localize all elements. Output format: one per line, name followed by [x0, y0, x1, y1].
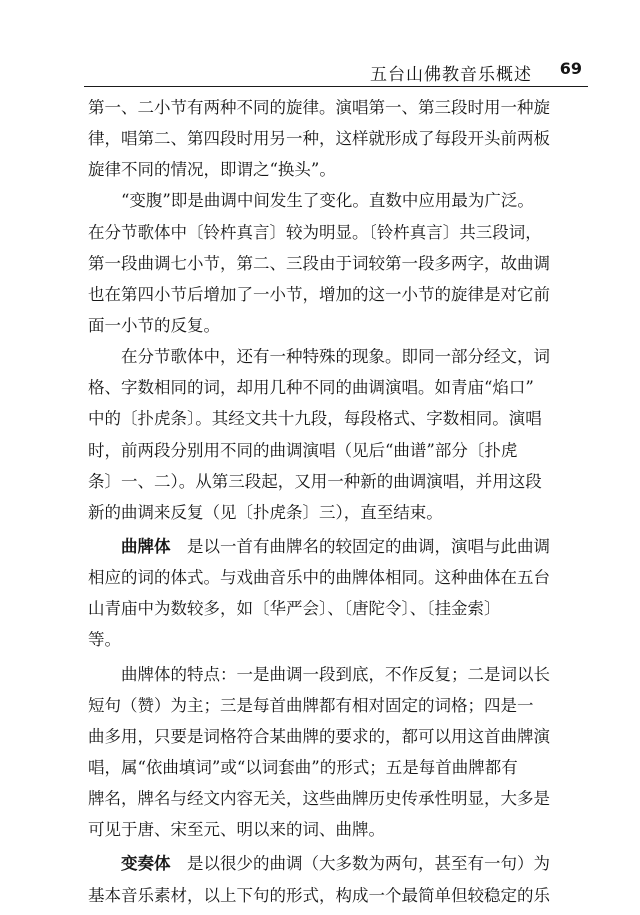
line-text: 是以很少的曲调（大多数为两句，甚至有一句）为	[170, 854, 550, 874]
line-text: 相应的词的体式。与戏曲音乐中的曲牌体相同。这种曲体在五台	[88, 568, 550, 588]
text-line	[88, 154, 588, 185]
header-rule	[84, 86, 588, 87]
text-line	[88, 752, 588, 783]
line-text: 中的〔扑虎条〕。其经文共十九段，每段格式、字数相同。演唱	[88, 409, 542, 429]
text-line	[88, 783, 588, 814]
text-line	[88, 248, 588, 279]
line-text: “变腹”即是曲调中间发生了变化。直数中应用最为广泛。	[121, 191, 534, 211]
line-text: 格、字数相同的词，却用几种不同的曲调演唱。如青庙“焰口”	[88, 378, 534, 398]
text-line	[88, 279, 588, 310]
line-text: 第一段曲调七小节，第二、三段由于词较第一段多两字，故曲调	[88, 253, 550, 273]
line-text: 基本音乐素材，以上下句的形式，构成一个最简单但较稳定的乐	[88, 885, 550, 905]
line-text: 条〕一、二）。从第三段起，又用一种新的曲调演唱，并用这段	[88, 471, 542, 491]
line-text: 曲牌体的特点：一是曲调一段到底，不作反复；二是词以长	[121, 664, 550, 684]
text-line	[88, 435, 588, 466]
text-line	[88, 531, 588, 562]
line-text: 等。	[88, 630, 121, 650]
line-text: 面一小节的反复。	[88, 315, 220, 335]
text-line	[88, 721, 588, 752]
line-text: 时，前两段分别用不同的曲调演唱（见后“曲谱”部分〔扑虎	[88, 440, 518, 460]
line-text: 在分节歌体中，还有一种特殊的现象。即同一部分经文，词	[121, 347, 550, 367]
line-text: 旋律不同的情况，即谓之“换头”。	[88, 160, 336, 180]
text-line	[88, 848, 588, 879]
running-header-title: 五台山佛教音乐概述	[370, 65, 532, 85]
line-text: 是以一首有曲牌名的较固定的曲调，演唱与此曲调	[170, 536, 550, 556]
text-line	[88, 497, 588, 528]
line-text: 在分节歌体中〔铃杵真言〕较为明显。〔铃杵真言〕共三段词，	[88, 222, 542, 242]
line-text: 短句（赞）为主；三是每首曲牌都有相对固定的词格；四是一	[88, 695, 534, 715]
line-text: 山青庙中为数较多，如〔华严会〕、〔唐陀令〕、〔挂金索〕	[88, 599, 501, 619]
text-line	[88, 341, 588, 372]
text-line	[88, 123, 588, 154]
line-text: 律，唱第二、第四段时用另一种，这样就形成了每段开头前两板	[88, 129, 550, 149]
body-text	[88, 92, 588, 911]
section-term: 曲牌体	[121, 536, 171, 556]
text-line	[88, 880, 588, 911]
line-text: 牌名，牌名与经文内容无关，这些曲牌历史传承性明显，大多是	[88, 789, 550, 809]
text-line	[88, 372, 588, 403]
text-line	[88, 217, 588, 248]
text-line	[88, 403, 588, 434]
text-line	[88, 92, 588, 123]
line-text: 第一、二小节有两种不同的旋律。演唱第一、第三段时用一种旋	[88, 98, 550, 117]
text-line	[88, 624, 588, 655]
text-line	[88, 310, 588, 341]
line-text: 唱，属“依曲填词”或“以词套曲”的形式；五是每首曲牌都有	[88, 757, 518, 777]
page-number: 69	[559, 59, 582, 78]
text-line	[88, 659, 588, 690]
text-line	[88, 466, 588, 497]
line-text: 也在第四小节后增加了一小节，增加的这一小节的旋律是对它前	[88, 284, 550, 304]
line-text: 可见于唐、宋至元、明以来的词、曲牌。	[88, 820, 385, 840]
line-text: 新的曲调来反复（见〔扑虎条〕三），直至结束。	[88, 502, 443, 522]
text-line	[88, 690, 588, 721]
line-text: 曲多用，只要是词格符合某曲牌的要求的，都可以用这首曲牌演	[88, 726, 550, 746]
text-line	[88, 562, 588, 593]
section-term: 变奏体	[121, 854, 171, 874]
text-line	[88, 185, 588, 216]
text-line	[88, 593, 588, 624]
text-line	[88, 814, 588, 845]
running-header	[84, 56, 588, 86]
